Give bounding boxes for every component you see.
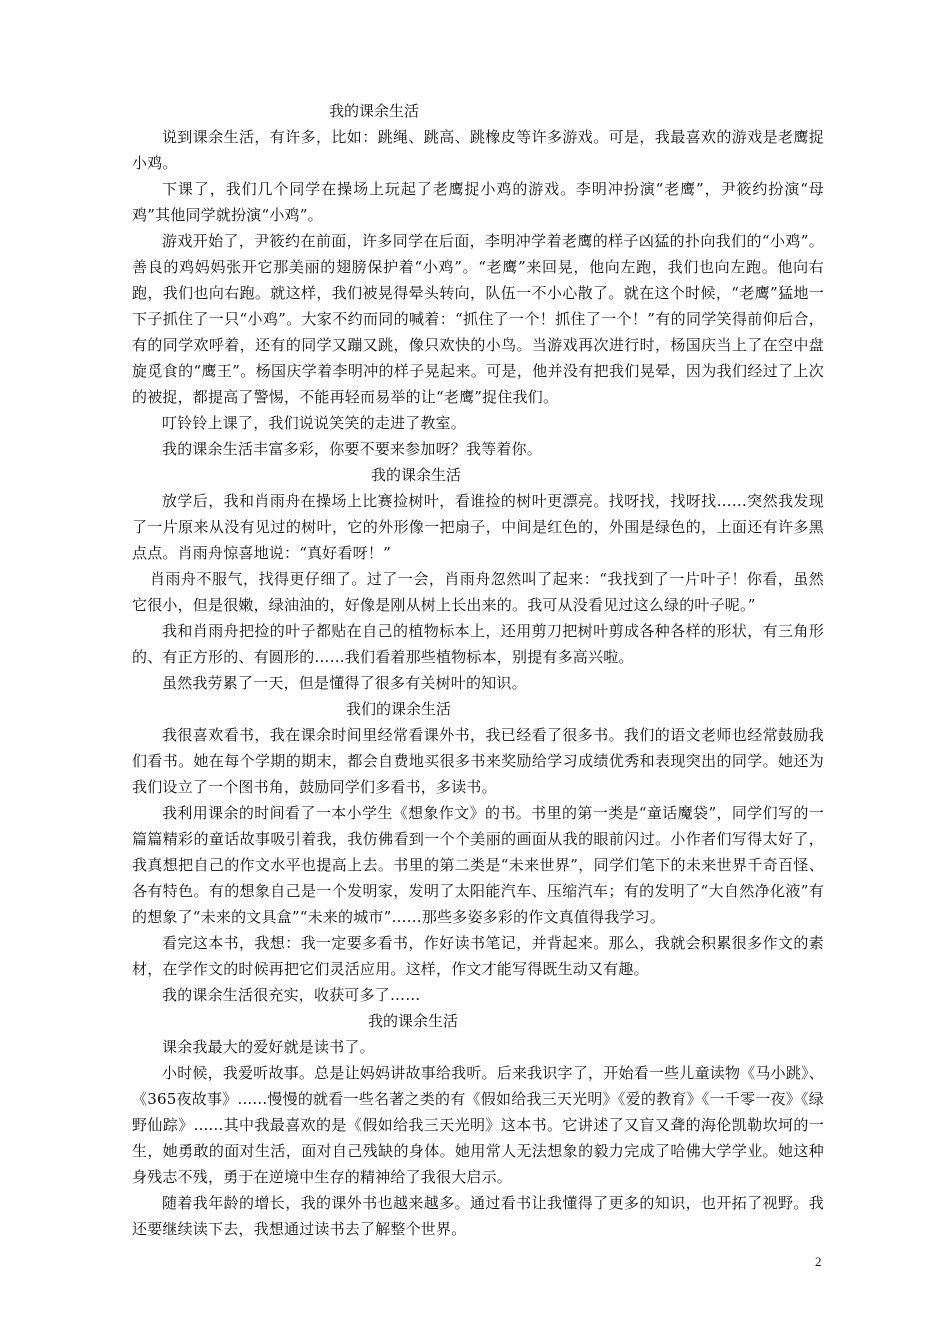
essay-1 <box>132 98 824 462</box>
paragraph: 课余我最大的爱好就是读书了。 <box>162 1038 375 1056</box>
paragraph: 放学后，我和肖雨舟在操场上比赛捡树叶，看谁捡的树叶更漂亮。找呀找，找呀找……突然我发现了一片原来从没有见过的树叶，它的外形像一把扇子，中间是红色的，外围是绿色的，上面还有许多黑点点。肖雨舟惊喜地说：“真好看呀！” <box>132 492 824 562</box>
paragraph: 肖雨舟不服气，找得更仔细了。过了一会，肖雨舟忽然叫了起来：“我找到了一片叶子！你看，虽然它很小，但是很嫩，绿油油的，好像是刚从树上长出来的。我可从没看见过这么绿的叶子呢。” <box>132 570 824 614</box>
essay-2 <box>132 462 824 696</box>
paragraph: 我利用课余的时间看了一本小学生《想象作文》的书。书里的第一类是“童话魔袋”，同学们写的一篇篇精彩的童话故事吸引着我，我仿佛看到一个个美丽的画面从我的眼前闪过。小作者们写得太好了，我真想把自己的作文水平也提高上去。书里的第二类是“未来世界”，同学们笔下的未来世界千奇百怪、各有特色。有的想象自己是一个发明家，发明了太阳能汽车、压缩汽车；有的发明了“大自然净化液”有的想象了“未来的文具盒”“未来的城市”……那些多姿多彩的作文真值得我学习。 <box>132 804 824 926</box>
paragraph: 小时候，我爱听故事。总是让妈妈讲故事给我听。后来我识字了，开始看一些儿童读物《马小跳》、《365夜故事》......慢慢的就看一些名著之类的有《假如给我三天光明》《爱的教育》《一千零一夜》《绿野仙踪》......其中我最喜欢的是《假如给我三天光明》这本书。它讲述了又盲又聋的海伦凯勒坎坷的一生，她勇敢的面对生活，面对自己残缺的身体。她用常人无法想象的毅力完成了哈佛大学学业。她这种身残志不残，勇于在逆境中生存的精神给了我很大启示。 <box>132 1064 824 1186</box>
paragraph: 下课了，我们几个同学在操场上玩起了老鹰捉小鸡的游戏。李明冲扮演“老鹰”，尹筱约扮演“母鸡”其他同学就扮演“小鸡”。 <box>132 180 824 224</box>
paragraph: 我很喜欢看书，我在课余时间里经常看课外书，我已经看了很多书。我们的语文老师也经常鼓励我们看书。她在每个学期的期末，都会自费地买很多书来奖励给学习成绩优秀和表现突出的同学。她还为我们设立了一个图书角，鼓励同学们多看书，多读书。 <box>132 726 824 796</box>
essay-title: 我们的课余生活 <box>346 700 452 718</box>
paragraph: 我的课余生活很充实，收获可多了…… <box>162 986 421 1004</box>
paragraph: 随着我年龄的增长，我的课外书也越来越多。通过看书让我懂得了更多的知识，也开拓了视野。我还要继续读下去，我想通过读书去了解整个世界。 <box>132 1194 824 1238</box>
essay-title: 我的课余生活 <box>329 102 420 120</box>
paragraph: 叮铃铃上课了，我们说说笑笑的走进了教室。 <box>162 414 467 432</box>
paragraph: 虽然我劳累了一天，但是懂得了很多有关树叶的知识。 <box>162 674 527 692</box>
paragraph: 游戏开始了，尹筱约在前面，许多同学在后面，李明冲学着老鹰的样子凶猛的扑向我们的“小鸡”。善良的鸡妈妈张开它那美丽的翅膀保护着“小鸡”。“老鹰”来回晃，他向左跑，我们也向左跑。他向右跑，我们也向右跑。就这样，我们被晃得晕头转向，队伍一不小心散了。就在这个时候，“老鹰”猛地一下子抓住了一只“小鸡”。大家不约而同的喊着：“抓住了一个！抓住了一个！”有的同学笑得前仰后合，有的同学欢呼着，还有的同学又蹦又跳，像只欢快的小鸟。当游戏再次进行时，杨国庆当上了在空中盘旋觅食的“鹰王”。杨国庆学着李明冲的样子晃起来。可是，他并没有把我们晃晕，因为我们经过了上次的被捉，都提高了警惕，不能再轻而易举的让“老鹰”捉住我们。 <box>132 232 824 406</box>
paragraph: 说到课余生活，有许多，比如：跳绳、跳高、跳橡皮等许多游戏。可是，我最喜欢的游戏是老鹰捉小鸡。 <box>132 128 824 172</box>
essay-4 <box>132 1008 824 1242</box>
essay-3 <box>132 696 824 1008</box>
paragraph: 我的课余生活丰富多彩，你要不要来参加呀？我等着你。 <box>162 440 543 458</box>
paragraph: 我和肖雨舟把捡的叶子都贴在自己的植物标本上，还用剪刀把树叶剪成各种各样的形状，有三角形的、有正方形的、有圆形的……我们看着那些植物标本，别提有多高兴啦。 <box>132 622 824 666</box>
essay-title: 我的课余生活 <box>368 1012 459 1030</box>
paragraph: 看完这本书，我想：我一定要多看书，作好读书笔记，并背起来。那么，我就会积累很多作文的素材，在学作文的时候再把它们灵活应用。这样，作文才能写得既生动又有趣。 <box>132 934 824 978</box>
document-page <box>132 98 824 1242</box>
page-number: 2 <box>815 1254 822 1269</box>
essay-title: 我的课余生活 <box>371 466 462 484</box>
